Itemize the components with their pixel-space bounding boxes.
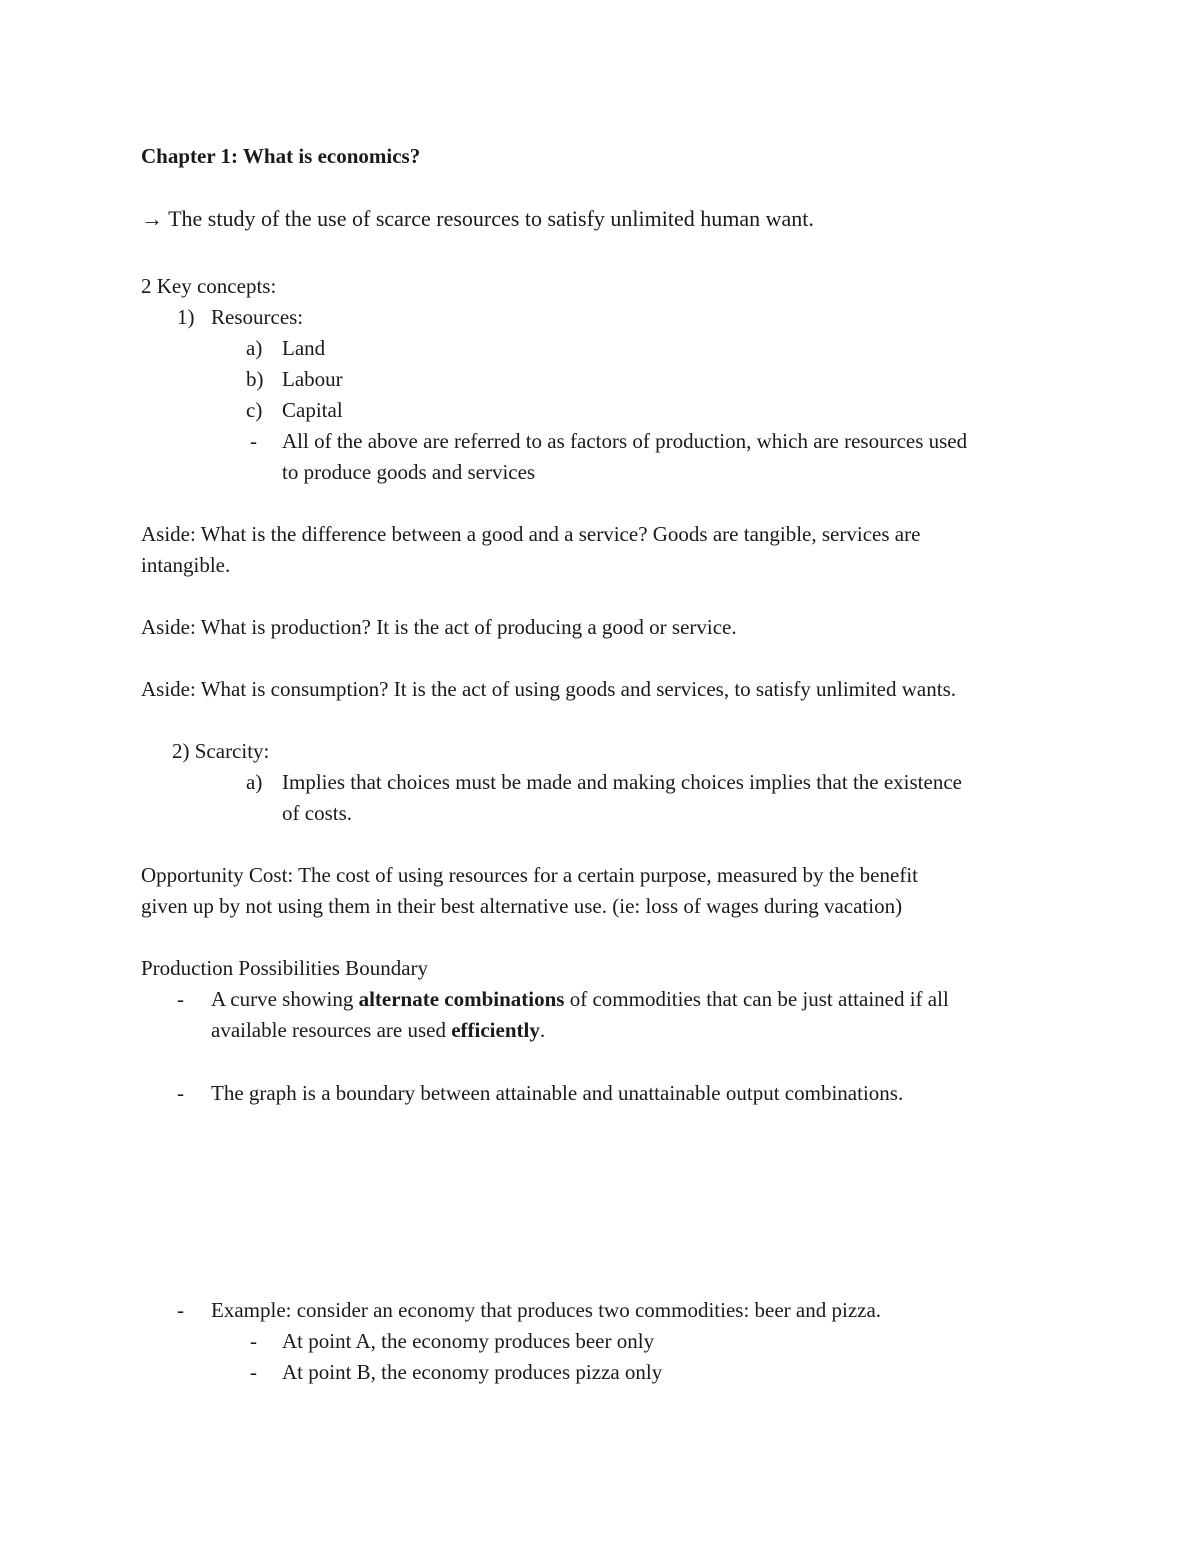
- note-dash: -: [250, 429, 257, 453]
- aside-goods-line2: intangible.: [141, 553, 231, 577]
- ppb-bullet2: The graph is a boundary between attainable and unattainable output combinations.: [211, 1081, 904, 1105]
- bold-term: efficiently: [451, 1018, 540, 1042]
- ppb-bullet1-line2: available resources are used efficiently.: [211, 1018, 546, 1042]
- resources-number: 1): [177, 305, 195, 329]
- bold-term: alternate combinations: [358, 987, 565, 1011]
- scarcity-label: 2) Scarcity:: [172, 739, 270, 763]
- example-point-dash: -: [250, 1329, 257, 1353]
- resource-marker: b): [246, 367, 264, 391]
- scarcity-item-line1: Implies that choices must be made and making choices implies that the existence: [282, 770, 962, 794]
- ppb-bullet-dash: -: [177, 1081, 184, 1105]
- resource-item: Labour: [282, 367, 343, 391]
- scarcity-marker: a): [246, 770, 263, 794]
- resource-marker: a): [246, 336, 263, 360]
- ppb-bullet-dash: -: [177, 987, 184, 1011]
- example-point-a: At point A, the economy produces beer only: [282, 1329, 655, 1353]
- aside-production: Aside: What is production? It is the act of producing a good or service.: [141, 615, 737, 639]
- aside-consumption: Aside: What is consumption? It is the act of using goods and services, to satisfy unlimited wants.: [141, 677, 956, 701]
- chapter-title: Chapter 1: What is economics?: [141, 144, 421, 168]
- factors-note-line1: All of the above are referred to as factors of production, which are resources used: [282, 429, 968, 453]
- example-point-dash: -: [250, 1360, 257, 1384]
- opportunity-cost-line1: Opportunity Cost: The cost of using resources for a certain purpose, measured by the benefit: [141, 863, 918, 887]
- resource-item: Land: [282, 336, 326, 360]
- example-line: Example: consider an economy that produces two commodities: beer and pizza.: [211, 1298, 882, 1322]
- example-point-b: At point B, the economy produces pizza only: [282, 1360, 663, 1384]
- resource-marker: c): [246, 398, 263, 422]
- aside-goods-line1: Aside: What is the difference between a good and a service? Goods are tangible, services are: [141, 522, 921, 546]
- ppb-heading: Production Possibilities Boundary: [141, 956, 429, 980]
- resource-item: Capital: [282, 398, 343, 422]
- scarcity-item-line2: of costs.: [282, 801, 352, 825]
- resources-label: Resources:: [211, 305, 304, 329]
- opportunity-cost-line2: given up by not using them in their best alternative use. (ie: loss of wages during vacation): [141, 894, 903, 918]
- example-dash: -: [177, 1298, 184, 1322]
- economics-definition: → The study of the use of scarce resources to satisfy unlimited human want.: [141, 206, 814, 231]
- factors-note-line2: to produce goods and services: [282, 460, 536, 484]
- key-concepts-heading: 2 Key concepts:: [141, 274, 277, 298]
- ppb-bullet1-line1: A curve showing alternate combinations of commodities that can be just attained if all: [211, 987, 949, 1011]
